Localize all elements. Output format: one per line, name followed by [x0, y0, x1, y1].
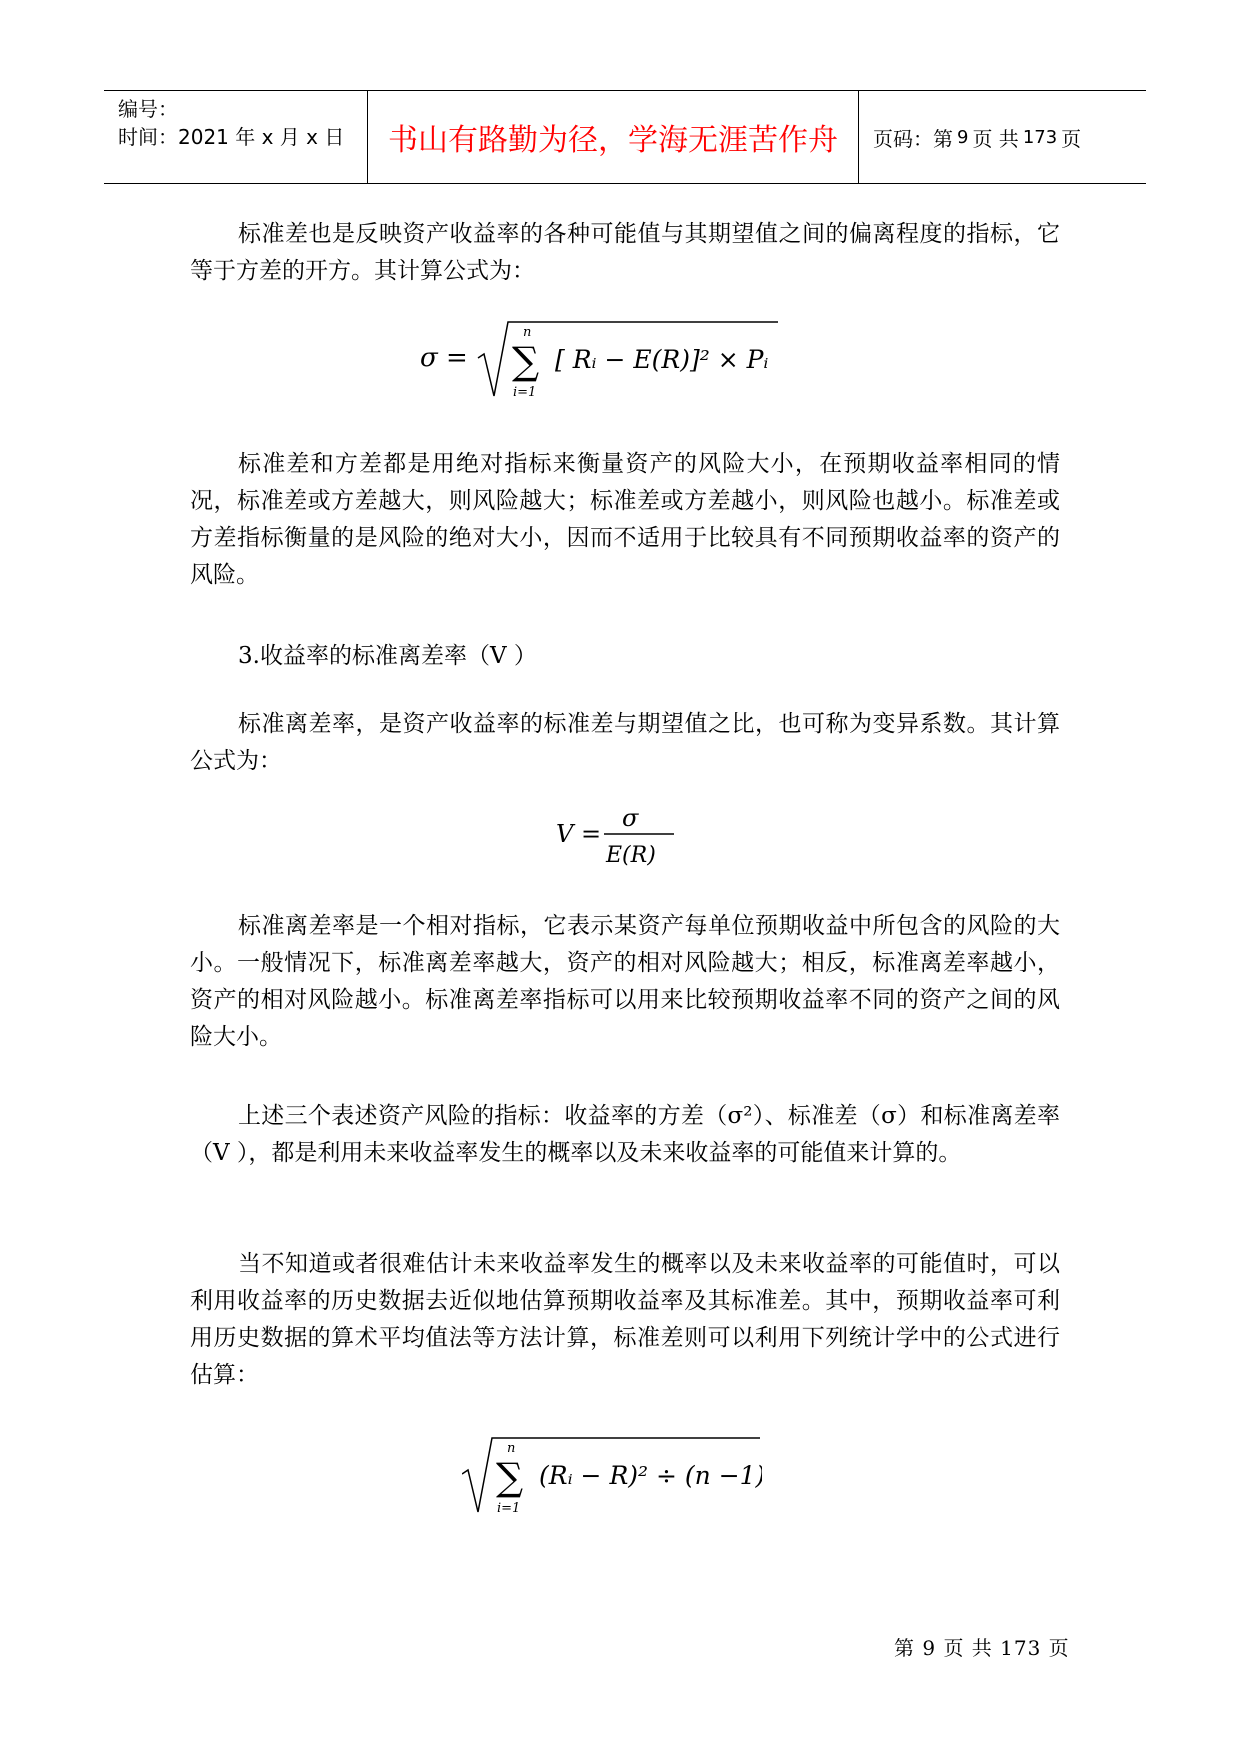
formula3-sigma: ∑ [496, 1455, 524, 1499]
serial-label: 编号： [118, 97, 178, 121]
formula3-body: (Rᵢ − R)² ÷ (n −1) [539, 1461, 762, 1490]
paragraph-cv-meaning: 标准离差率是一个相对指标，它表示某资产每单位预期收益中所包含的风险的大小。一般情况下，标准离差率越大，资产的相对风险越大；相反，标准离差率越小，资产的相对风险越小。标准离差率指标可以用来比较预期收益率不同的资产之间的风险大小。 [190, 913, 1060, 1050]
page-footer: 第 9 页 共 173 页 [894, 1636, 1070, 1660]
formula-sample-std-dev-svg [462, 1434, 762, 1524]
paragraph-std-dev-meaning: 标准差和方差都是用绝对指标来衡量资产的风险大小，在预期收益率相同的情况，标准差或方差越大，则风险越大；标准差或方差越小，则风险也越小。标准差或方差指标衡量的是风险的绝对大小，因而不适用于比较具有不同预期收益率的资产的风险。 [190, 451, 1060, 588]
header-motto: 书山有路勤为径，学海无涯苦作舟 [368, 91, 859, 183]
formula1-sum-top: n [523, 325, 532, 340]
formula2-numerator: σ [622, 804, 639, 832]
time-label: 时间：2021 年 x 月 x 日 [118, 125, 345, 149]
formula-sample-std-dev [462, 1434, 762, 1524]
formula1-sum-bottom: i=1 [513, 385, 537, 400]
page-header [104, 90, 1146, 184]
page-mid: 页 共 [972, 126, 1019, 151]
formula-std-dev [420, 318, 780, 408]
formula1-sigma: ∑ [512, 339, 540, 383]
paragraph-std-dev-intro: 标准差也是反映资产收益率的各种可能值与其期望值之间的偏离程度的指标，它等于方差的开方。其计算公式为： [190, 221, 1060, 284]
total-pages: 173 [1022, 126, 1058, 148]
formula3-sum-bottom: i=1 [497, 1501, 521, 1516]
page-number: 9 [957, 126, 969, 148]
page-prefix: 页码：第 [873, 126, 953, 151]
formula1-body: [ Rᵢ − E(R)]² × Pᵢ [555, 345, 769, 374]
formula2-lhs: V = [556, 820, 602, 848]
paragraph-cv-intro: 标准离差率，是资产收益率的标准差与期望值之比，也可称为变异系数。其计算公式为： [190, 711, 1060, 774]
header-page-info [859, 91, 1146, 183]
header-meta [104, 91, 368, 183]
paragraph-three-indicators: 上述三个表述资产风险的指标：收益率的方差（σ²）、标准差（σ）和标准离差率（V ），都是利用未来收益率发生的概率以及未来收益率的可能值来计算的。 [190, 1103, 1060, 1166]
formula-std-dev-svg [420, 318, 780, 408]
formula-cv-svg [556, 800, 686, 870]
paragraph-historical-estimate: 当不知道或者很难估计未来收益率发生的概率以及未来收益率的可能值时，可以利用收益率的历史数据去近似地估算预期收益率及其标准差。其中，预期收益率可利用历史数据的算术平均值法等方法计算，标准差则可以利用下列统计学中的公式进行估算： [190, 1251, 1060, 1388]
formula1-lhs: σ = [420, 343, 468, 373]
formula3-sum-top: n [507, 1441, 516, 1456]
formula2-denominator: E(R) [606, 843, 656, 868]
formula-cv [556, 800, 686, 870]
page-suffix: 页 [1061, 126, 1082, 151]
section-heading-cv: 3.收益率的标准离差率（V ） [238, 643, 537, 669]
